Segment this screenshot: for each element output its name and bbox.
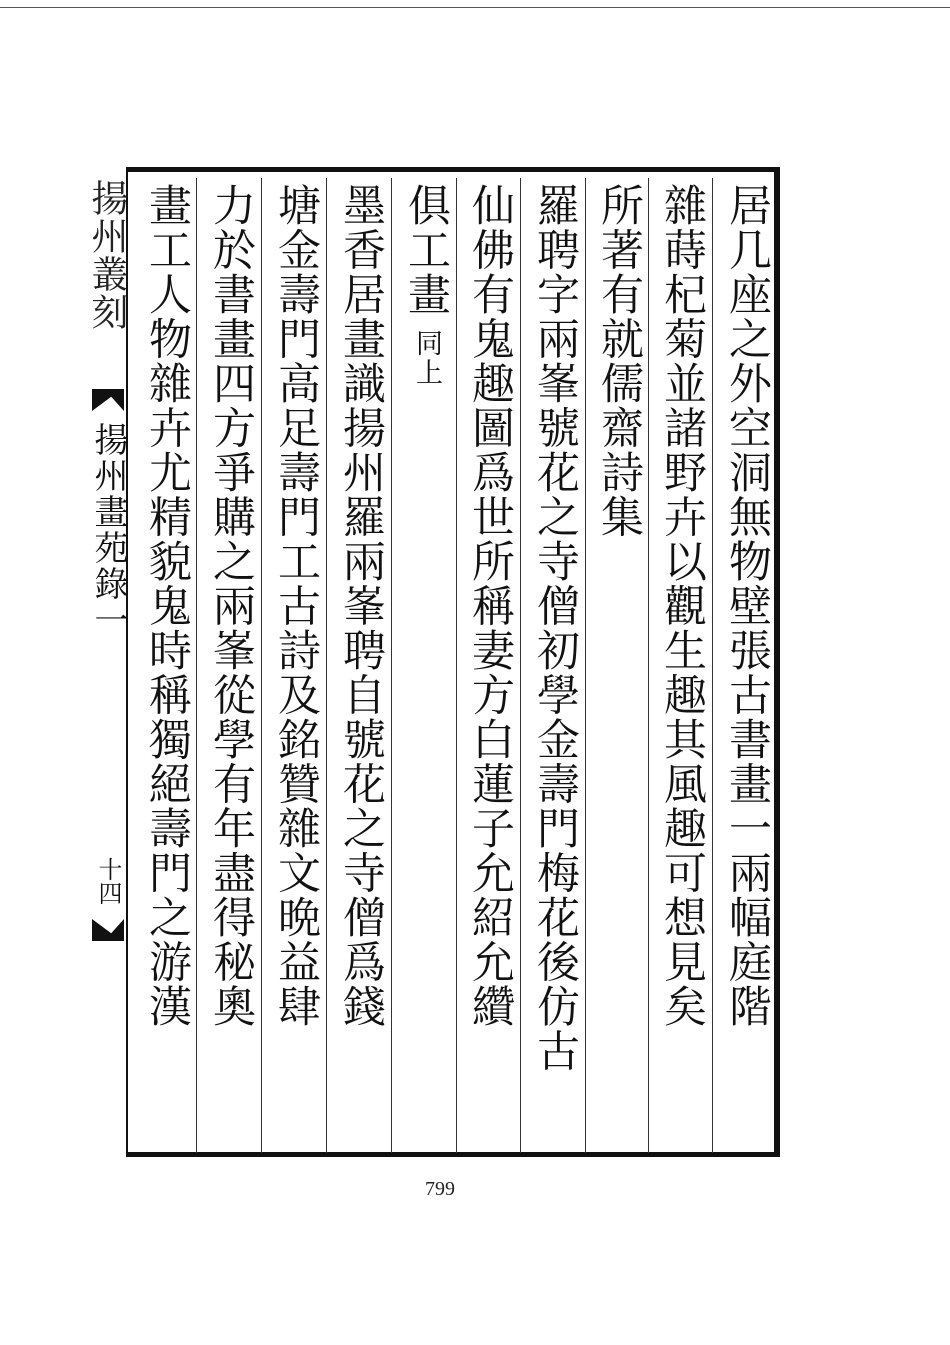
column-text: 雜蒔杞菊並諸野卉以觀生趣其風趣可想見矣 bbox=[657, 183, 707, 1029]
column-text: 所著有就儒齋詩集 bbox=[594, 183, 644, 539]
text-column-6 bbox=[396, 183, 456, 1153]
column-divider bbox=[261, 178, 262, 1153]
column-text: 塘金壽門高足壽門工古詩及銘贊雜文晩益肆 bbox=[271, 183, 321, 1029]
leaf-number: 十四 bbox=[94, 857, 122, 905]
column-text: 畫工人物雜卉尤精貌鬼時稱獨絕壽門之游漢 bbox=[142, 183, 192, 1029]
source-note: 同上 bbox=[411, 328, 442, 387]
column-divider bbox=[391, 178, 392, 1153]
top-rule bbox=[0, 7, 950, 8]
column-divider bbox=[456, 178, 457, 1153]
page-margin-strip bbox=[86, 167, 126, 1157]
column-text: 力於書畫四方爭購之兩峯從學有年盡得秘奧 bbox=[206, 183, 256, 1029]
column-text: 羅聘字兩峯號花之寺僧初學金壽門梅花後仿古 bbox=[530, 183, 580, 1073]
column-divider bbox=[326, 178, 327, 1153]
column-divider bbox=[712, 178, 713, 1153]
column-divider bbox=[585, 178, 586, 1153]
fish-tail-mark bbox=[92, 389, 124, 411]
text-column-5 bbox=[460, 183, 520, 1153]
column-text: 居几座之外空洞無物壁張古書畫一兩幅庭階 bbox=[722, 183, 772, 1029]
column-text: 俱工畫 bbox=[401, 183, 451, 317]
text-column-3 bbox=[589, 183, 649, 1153]
text-column-2 bbox=[652, 183, 712, 1153]
text-column-8 bbox=[266, 183, 326, 1153]
fish-tail-mark bbox=[92, 919, 124, 941]
chapter-title: 揚州畫苑錄一 bbox=[88, 422, 128, 638]
book-title: 揚州叢刻 bbox=[85, 179, 128, 331]
column-text: 墨香居畫識揚州羅兩峯聘自號花之寺僧爲錢 bbox=[336, 183, 386, 1029]
page-number: 799 bbox=[425, 1178, 455, 1200]
column-divider bbox=[520, 178, 521, 1153]
text-column-10 bbox=[137, 183, 197, 1153]
text-column-1 bbox=[717, 183, 777, 1153]
column-text: 仙佛有鬼趣圖爲世所稱妻方白蓮子允紹允纘 bbox=[465, 183, 515, 1029]
text-column-7 bbox=[331, 183, 391, 1153]
text-column-9 bbox=[201, 183, 261, 1153]
text-column-4 bbox=[525, 183, 585, 1153]
